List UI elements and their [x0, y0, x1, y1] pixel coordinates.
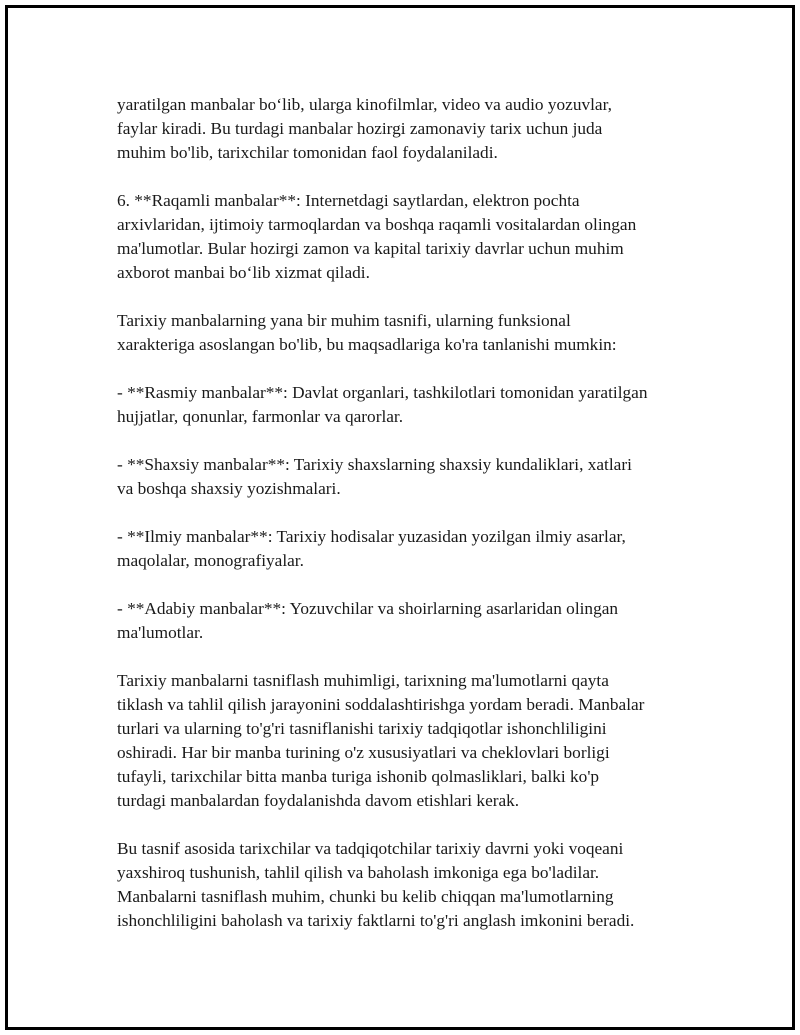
- paragraph-conclusion: Bu tasnif asosida tarixchilar va tadqiqotchilar tarixiy davrni yoki voqeani yaxshiroq tushunish, tahlil qilish va baholash imkoniga ega bo'ladilar. Manbalarni tasniflash muhim, chunki bu kelib chiqqan ma'lumotlarning ishonchliligini baholash va tarixiy faktlarni to'g'ri anglash imkonini beradi.: [117, 839, 635, 930]
- list-item-personal-sources: - **Shaxsiy manbalar**: Tarixiy shaxslarning shaxsiy kundaliklari, xatlari va boshqa shaxsiy yozishmalari.: [117, 455, 632, 498]
- document-body: [117, 93, 692, 933]
- paragraph-digital-sources: 6. **Raqamli manbalar**: Internetdagi saytlardan, elektron pochta arxivlaridan, ijtimoiy tarmoqlardan va boshqa raqamli vositalardan olingan ma'lumotlar. Bular hozirgi zamon va kapital tarixiy davrlar uchun muhim axborot manbai bo‘lib xizmat qiladi.: [117, 191, 637, 282]
- list-item-official-sources: - **Rasmiy manbalar**: Davlat organlari, tashkilotlari tomonidan yaratilgan hujjatlar, qonunlar, farmonlar va qarorlar.: [117, 383, 648, 426]
- paragraph-audiovisual-sources: yaratilgan manbalar bo‘lib, ularga kinofilmlar, video va audio yozuvlar, faylar kiradi. Bu turdagi manbalar hozirgi zamonaviy tarix uchun juda muhim bo'lib, tarixchilar tomonidan faol foydalaniladi.: [117, 95, 612, 162]
- list-item-scientific-sources: - **Ilmiy manbalar**: Tarixiy hodisalar yuzasidan yozilgan ilmiy asarlar, maqolalar, monografiyalar.: [117, 527, 626, 570]
- paragraph-classification-importance: Tarixiy manbalarni tasniflash muhimligi, tarixning ma'lumotlarni qayta tiklash va tahlil qilish jarayonini soddalashtirishga yordam beradi. Manbalar turlari va ularning to'g'ri tasniflanishi tarixiy tadqiqotlar ishonchliligini oshiradi. Har bir manba turining o'z xususiyatlari va cheklovlari borligi tufayli, tarixchilar bitta manba turiga ishonib qolmasliklari, balki ko'p turdagi manbalardan foydalanishda davom etishlari kerak.: [117, 671, 645, 810]
- paragraph-functional-classification: Tarixiy manbalarning yana bir muhim tasnifi, ularning funksional xarakteriga asoslangan bo'lib, bu maqsadlariga ko'ra tanlanishi mumkin:: [117, 311, 617, 354]
- list-item-literary-sources: - **Adabiy manbalar**: Yozuvchilar va shoirlarning asarlaridan olingan ma'lumotlar.: [117, 599, 619, 642]
